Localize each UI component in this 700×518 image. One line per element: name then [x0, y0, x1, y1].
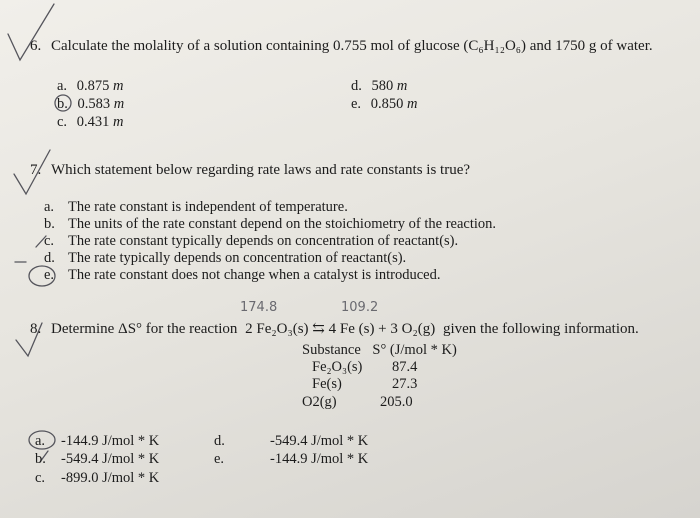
option-letter: d.	[214, 433, 225, 449]
question-8	[30, 319, 639, 338]
option-d[interactable]	[44, 250, 406, 267]
handwritten-note: 174.8	[240, 300, 278, 315]
question-text: Calculate the molality of a solution containing 0.755 mol of glucose (C₆H₁₂O₆) and 1750 g of water.	[51, 38, 653, 54]
value-cell: 205.0	[380, 394, 413, 410]
table-header	[302, 342, 457, 359]
option-value: -549.4 J/mol * K	[61, 451, 160, 467]
question-text-prefix: Determine ΔS° for the reaction	[51, 321, 238, 337]
option-text: The rate constant typically depends on concentration of reactant(s).	[68, 233, 459, 249]
option-letter: c.	[44, 233, 55, 249]
question-text: Which statement below regarding rate laws and rate constants is true?	[51, 162, 471, 178]
option-b[interactable]	[44, 216, 496, 233]
option-a[interactable]	[57, 78, 123, 95]
option-letter: e.	[351, 96, 362, 112]
table-row	[312, 359, 417, 376]
option-unit: m	[396, 78, 408, 94]
option-value: 580	[371, 78, 394, 94]
option-unit: m	[113, 96, 125, 112]
question-7	[30, 162, 470, 179]
substance-cell: O2(g)	[302, 394, 337, 410]
option-letter: e.	[214, 451, 225, 467]
option-c[interactable]	[57, 114, 123, 131]
option-a[interactable]	[44, 199, 348, 216]
option-value: 0.850	[370, 96, 404, 112]
option-b[interactable]	[35, 451, 159, 468]
option-value: 0.431	[76, 114, 110, 130]
substance-cell: Fe(s)	[312, 376, 342, 392]
option-a[interactable]	[35, 433, 159, 450]
option-text: The rate typically depends on concentration of reactant(s).	[68, 250, 407, 266]
option-letter: d.	[351, 78, 362, 94]
substance-cell: Fe₂O₃(s)	[312, 359, 363, 375]
question-6	[30, 38, 653, 55]
option-unit: m	[112, 78, 124, 94]
option-letter: c.	[35, 470, 46, 486]
question-text-suffix: given the following information.	[442, 321, 639, 337]
option-unit: m	[112, 114, 124, 130]
table-row	[312, 376, 417, 393]
option-letter: a.	[57, 78, 68, 94]
question-number: 6.	[30, 38, 42, 54]
option-letter: b.	[35, 451, 46, 467]
option-letter: b.	[57, 96, 68, 112]
entropy-table	[302, 342, 457, 359]
option-e[interactable]	[351, 96, 417, 113]
option-b[interactable]	[57, 96, 124, 113]
option-value: -899.0 J/mol * K	[61, 470, 160, 486]
option-c[interactable]	[44, 233, 458, 250]
option-value: 0.583	[77, 96, 111, 112]
value-cell: 27.3	[392, 376, 418, 392]
handwritten-note: 109.2	[341, 300, 379, 315]
option-value: 0.875	[76, 78, 110, 94]
option-letter: e.	[44, 267, 55, 283]
option-letter: a.	[35, 433, 46, 449]
option-value: -144.9 J/mol * K	[270, 451, 369, 467]
option-e[interactable]	[214, 451, 368, 468]
option-letter: a.	[44, 199, 55, 215]
option-text: The rate constant does not change when a catalyst is introduced.	[68, 267, 441, 283]
option-letter: c.	[57, 114, 68, 130]
question-number: 7.	[30, 162, 42, 178]
option-text: The rate constant is independent of temperature.	[68, 199, 348, 215]
option-value: -144.9 J/mol * K	[61, 433, 160, 449]
option-d[interactable]	[214, 433, 368, 450]
option-letter: b.	[44, 216, 55, 232]
table-row	[302, 394, 413, 411]
option-letter: d.	[44, 250, 55, 266]
option-text: The units of the rate constant depend on the stoichiometry of the reaction.	[68, 216, 497, 232]
option-d[interactable]	[351, 78, 407, 95]
option-unit: m	[406, 96, 418, 112]
option-c[interactable]	[35, 470, 159, 487]
value-cell: 87.4	[392, 359, 418, 375]
question-number: 8.	[30, 321, 42, 337]
reaction-equation: 2 Fe₂O₃(s) ⇆ 4 Fe (s) + 3 O₂(g)	[245, 321, 436, 337]
option-value: -549.4 J/mol * K	[270, 433, 369, 449]
header-substance: Substance	[302, 342, 361, 358]
header-entropy: S° (J/mol * K)	[372, 342, 457, 358]
option-e[interactable]	[44, 267, 440, 284]
